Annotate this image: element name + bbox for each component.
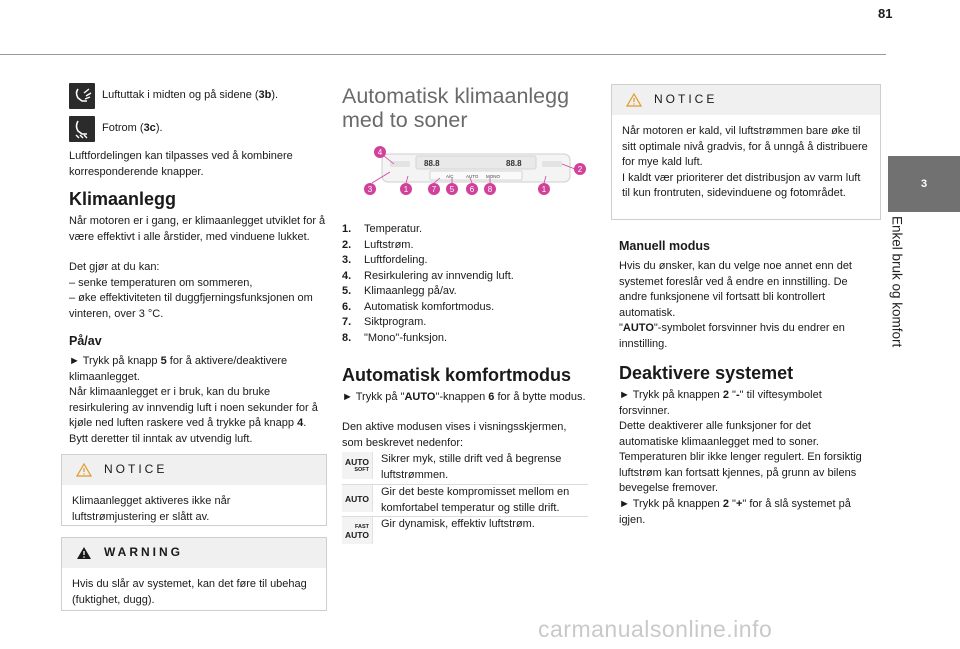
legend-item: 2. Luftstrøm.: [342, 238, 414, 251]
chapter-tab[interactable]: [888, 156, 960, 212]
warning-box: [61, 537, 327, 611]
section-title-line1: Automatisk klimaanlegg: [342, 84, 570, 108]
legend-item: 8. "Mono"-funksjon.: [342, 331, 448, 344]
distribution-text: Luftfordelingen kan tilpasses ved å kombinere korresponderende knapper.: [69, 150, 293, 178]
notice-text-1: Når motoren er kald, vil luftstrømmen bare øke til sitt optimale nivå gradvis, for å unngå å distribuere for mye kald luft.: [622, 125, 868, 168]
aircon-para2: Det gjør at du kan:: [69, 261, 160, 273]
reactivate-press-text: ► Trykk på knappen 2 "+" for å slå systemet på igjen.: [619, 498, 851, 526]
panel-btn-auto: AUTO: [466, 174, 479, 179]
vent-row: [69, 83, 327, 109]
notice-triangle-icon: [76, 463, 92, 477]
watermark: carmanualsonline.info: [538, 616, 773, 642]
deactivate-press-text: ► Trykk på knappen 2 "-" til viftesymbolet forsvinner.: [619, 389, 822, 417]
subheading-onoff: På/av: [69, 334, 102, 348]
panel-display-left: 88.8: [424, 159, 440, 168]
warning-triangle-icon: [76, 546, 92, 560]
mode-normal-text: Gir det beste kompromisset mellom en komfortabel temperatur og stille drift.: [381, 486, 570, 514]
top-rule: [0, 54, 886, 55]
aircon-bullet1: – senke temperaturen om sommeren,: [69, 277, 253, 289]
footwell-row: [69, 116, 327, 142]
auto-press-text: ► Trykk på "AUTO"-knappen 6 for å bytte modus.: [342, 391, 586, 403]
notice-text-2: I kaldt vær prioriterer det distribusjon av varm luft til kun frontruten, sidevinduene og fotområdet.: [622, 171, 861, 199]
auto-fast-icon: FAST AUTO: [342, 517, 373, 544]
aircon-para1: Når motoren er i gang, er klimaanlegget utviklet for å være effektivt i alle årstider, med vinduene lukket.: [69, 215, 326, 243]
warning-text: Hvis du slår av systemet, kan det føre til ubehag (fuktighet, dugg).: [72, 578, 307, 606]
mode-soft-text: Sikrer myk, stille drift ved å begrense luftstrømmen.: [381, 453, 562, 481]
section-title-line2: med to soner: [342, 108, 468, 132]
legend-item: 7. Siktprogram.: [342, 316, 427, 328]
callout-3: 3: [367, 185, 373, 194]
callout-6: 6: [469, 185, 475, 194]
callout-1-right: 1: [541, 185, 547, 194]
legend-item: 5. Klimaanlegg på/av.: [342, 285, 457, 297]
legend-item: 1. Temperatur.: [342, 223, 423, 235]
vent-center-side-icon: [69, 83, 95, 109]
footwell-icon: [69, 116, 95, 142]
warning-title: WARNING: [104, 545, 183, 560]
climate-panel-diagram: [360, 142, 586, 200]
legend-item: 4. Resirkulering av innvendig luft.: [342, 269, 514, 282]
notice-header: [62, 455, 326, 485]
notice-title: NOTICE: [104, 462, 168, 477]
callout-5: 5: [449, 185, 455, 194]
vent-row-text: Luftuttak i midten og på sidene (3b).: [102, 89, 279, 101]
panel-btn-mono: MONO: [486, 174, 500, 179]
section-heading-aircon: Klimaanlegg: [69, 189, 177, 209]
mode-fast-text: Gir dynamisk, effektiv luftstrøm.: [381, 518, 535, 530]
recirc-text: Når klimaanlegget er i bruk, kan du bruke resirkulering av innvendig luft i noen sekunder for å kjøle ned luften raskere ved å trykke på knapp 4. Bytt deretter til inntak av utvendig luft.: [69, 386, 318, 445]
subheading-manual: Manuell modus: [619, 239, 710, 253]
footwell-row-text: Fotrom (3c).: [102, 122, 163, 134]
onoff-text: ► Trykk på knapp 5 for å aktivere/deaktivere klimaanlegget.: [69, 355, 288, 383]
notice-box-right: [611, 84, 881, 220]
warning-header: [62, 538, 326, 568]
chapter-number: 3: [920, 178, 928, 190]
manual-text: Hvis du ønsker, kan du velge noe annet enn det systemet foreslår ved å endre en innstilling. De andre funksjonene vil fortsatt bli kontrollert automatisk.: [619, 260, 852, 319]
mode-row-fast: [342, 517, 588, 544]
notice-title: NOTICE: [654, 92, 718, 107]
panel-display-right: 88.8: [506, 159, 522, 168]
page-number: 81: [878, 6, 893, 21]
notice-box-left: [61, 454, 327, 526]
callout-2: 2: [577, 165, 583, 174]
notice-triangle-icon: [626, 93, 642, 107]
deactivate-text-3: Temperaturen blir ikke lenger regulert. En forsiktig luftstrøm kan fortsatt kjennes, på grunn av bilens bevegelse fremover.: [619, 451, 862, 494]
panel-legend: [342, 222, 588, 346]
chapter-title-text: Enkel bruk og komfort: [889, 216, 905, 348]
mode-row-normal: [342, 485, 588, 516]
auto-normal-icon: AUTO: [342, 485, 373, 512]
callout-4: 4: [377, 148, 383, 157]
notice-body: [612, 115, 880, 208]
notice-text: Klimaanlegget aktiveres ikke når luftstrømjustering er slått av.: [72, 495, 231, 523]
auto-soft-icon: AUTO SOFT: [342, 452, 373, 479]
aircon-bullet2: – øke effektiviteten til duggfjerningsfunksjonen om vinteren, over 3 °C.: [69, 292, 313, 320]
section-heading-auto-comfort: Automatisk komfortmodus: [342, 365, 572, 385]
mode-row-soft: [342, 452, 588, 483]
callout-7: 7: [431, 185, 437, 194]
callout-1-left: 1: [403, 185, 409, 194]
notice-header: [612, 85, 880, 115]
section-heading-deactivate: Deaktivere systemet: [619, 363, 794, 383]
chapter-title: [877, 216, 917, 546]
callout-8: 8: [487, 185, 493, 194]
deactivate-text-2: Dette deaktiverer alle funksjoner for det automatiske klimaanlegget med to soner.: [619, 420, 819, 448]
legend-item: 3. Luftfordeling.: [342, 254, 428, 266]
legend-item: 6. Automatisk komfortmodus.: [342, 300, 495, 313]
mode-display-text: Den aktive modusen vises i visningsskjermen, som beskrevet nedenfor:: [342, 421, 567, 449]
manual-auto-text: "AUTO"-symbolet forsvinner hvis du endrer en innstilling.: [619, 322, 845, 350]
panel-btn-ac: A/C: [446, 174, 454, 179]
